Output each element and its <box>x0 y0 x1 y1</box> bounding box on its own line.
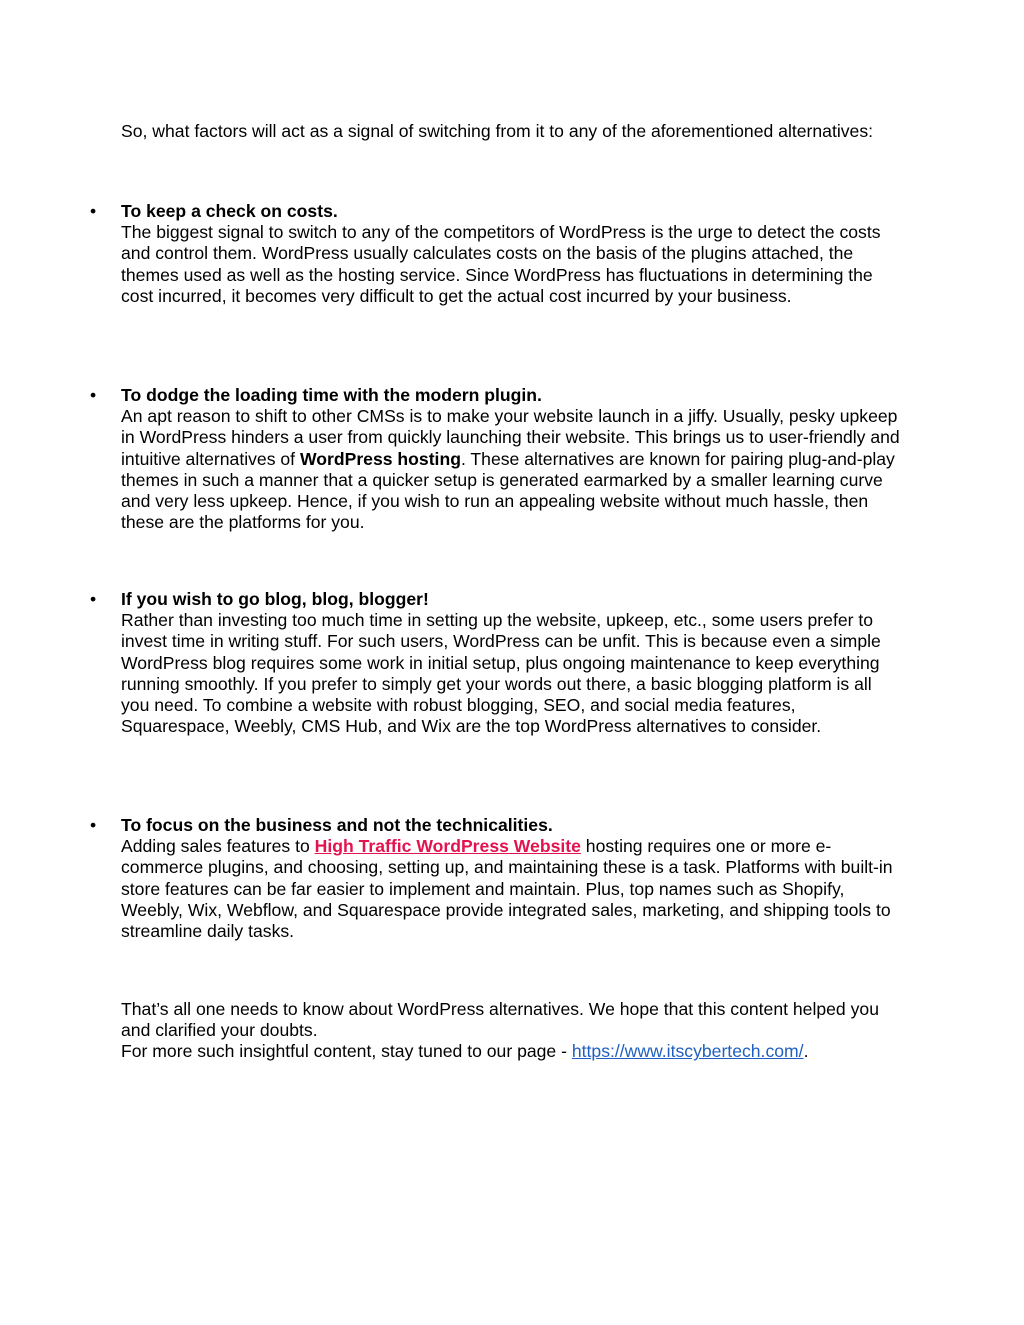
intro-paragraph: So, what factors will act as a signal of switching from it to any of the aforementioned alternatives: <box>121 121 874 141</box>
section-heading: To dodge the loading time with the modern plugin. <box>121 385 542 405</box>
section-heading: If you wish to go blog, blog, blogger! <box>121 589 429 609</box>
section-heading: To focus on the business and not the technicalities. <box>121 815 553 835</box>
closing-line-2: For more such insightful content, stay tuned to our page - <box>121 1041 572 1062</box>
website-url-link[interactable]: https://www.itscybertech.com/ <box>571 1041 804 1062</box>
section-text: Adding sales features to <box>121 836 315 857</box>
section-heading: To keep a check on costs. <box>121 201 338 221</box>
bullet-icon: • <box>90 589 97 609</box>
section-text: The biggest signal to switch to any of the competitors of WordPress is the urge to detect the costs and control them. WordPress usually calculates costs on the basis of the plugins attached, the themes used as well as the hosting service. Since WordPress has fluctuations in determining the cost incurred, it becomes very difficult to get the actual cost incurred by your business. <box>121 222 881 306</box>
list-item-body <box>121 815 901 942</box>
bullet-icon: • <box>90 201 97 221</box>
closing-line-1: That’s all one needs to know about WordPress alternatives. We hope that this content helped you and clarified your doubts. <box>121 999 879 1041</box>
closing-paragraph <box>121 999 911 1063</box>
keyword-bold: WordPress hosting <box>299 448 461 469</box>
list-item-body <box>121 589 901 737</box>
section-text-continued: hosting requires one or more e-commerce plugins, and choosing, setting up, and maintaining these is a task. Platforms with built-in store features can be far easier to implement and maintain. Plus, top names such as Shopify, Weebly, Wix, Webflow, and Squarespace provide integrated sales, marketing, and shipping tools to streamline daily tasks. <box>121 836 893 942</box>
list-item-body <box>121 201 901 307</box>
bullet-icon: • <box>90 815 97 835</box>
section-text: Rather than investing too much time in setting up the website, upkeep, etc., some users prefer to invest time in writing stuff. For such users, WordPress can be unfit. This is because even a simple WordPress blog requires some work in initial setup, plus ongoing maintenance to keep everything running smoothly. If you prefer to simply get your words out there, a basic blogging platform is all you need. To combine a website with robust blogging, SEO, and social media features, Squarespace, Weebly, CMS Hub, and Wix are the top WordPress alternatives to consider. <box>121 610 881 737</box>
high-traffic-wordpress-link[interactable]: High Traffic WordPress Website <box>314 836 581 857</box>
bullet-icon: • <box>90 385 97 405</box>
list-item-body <box>121 385 901 533</box>
closing-period: . <box>803 1041 809 1062</box>
section-text: An apt reason to shift to other CMSs is to make your website launch in a jiffy. Usually, pesky upkeep in WordPress hinders a user from quickly launching their website. This brings us to user-friendly and intuitive alternatives of <box>121 406 900 469</box>
section-text-continued: . These alternatives are known for pairing plug-and-play themes in such a manner that a quicker setup is generated earmarked by a smaller learning curve and very less upkeep. Hence, if you wish to run an appealing website without much hassle, then these are the platforms for you. <box>121 448 895 533</box>
